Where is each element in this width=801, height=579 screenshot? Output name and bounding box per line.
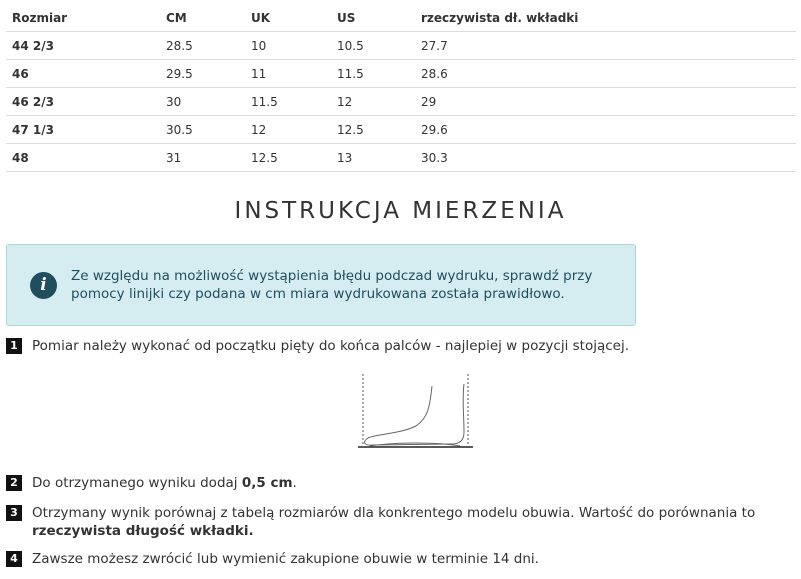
table-row — [6, 116, 796, 144]
page-title: INSTRUKCJA MIERZENIA — [234, 198, 567, 224]
col-header-us: US — [331, 4, 415, 32]
step-text — [32, 550, 772, 568]
cell-cm: 31 — [160, 144, 245, 172]
step-text-part: Zawsze możesz zwrócić lub wymienić zakupione obuwie w terminie 14 dni. — [32, 551, 539, 567]
table-row — [6, 32, 796, 60]
cell-insole: 28.6 — [415, 60, 796, 88]
cell-insole: 29.6 — [415, 116, 796, 144]
col-header-uk: UK — [245, 4, 331, 32]
step-number: 3 — [6, 505, 22, 521]
cell-uk: 10 — [245, 32, 331, 60]
cell-uk: 12.5 — [245, 144, 331, 172]
step-text-part: Do otrzymanego wyniku dodaj — [32, 475, 242, 491]
step-text — [32, 337, 772, 355]
col-header-insole-length: rzeczywista dł. wkładki — [415, 4, 796, 32]
col-header-cm: CM — [160, 4, 245, 32]
step-number: 1 — [6, 338, 22, 354]
table-row — [6, 88, 796, 116]
table-row — [6, 144, 796, 172]
cell-cm: 30 — [160, 88, 245, 116]
cell-insole: 30.3 — [415, 144, 796, 172]
step-text — [32, 474, 772, 492]
cell-size: 46 — [6, 60, 160, 88]
step-text-bold: rzeczywista długość wkładki. — [32, 523, 254, 539]
cell-size: 46 2/3 — [6, 88, 160, 116]
cell-us: 12.5 — [331, 116, 415, 144]
col-header-rozmiar: Rozmiar — [6, 4, 160, 32]
size-table — [6, 4, 796, 172]
print-warning-notice — [6, 244, 636, 326]
cell-us: 10.5 — [331, 32, 415, 60]
notice-text: Ze względu na możliwość wystąpienia błędu podczad wydruku, sprawdź przy pomocy linijki czy podana w cm miara wydrukowana została prawidłowo. — [71, 268, 593, 302]
step-text-part: . — [292, 475, 297, 491]
cell-uk: 12 — [245, 116, 331, 144]
cell-uk: 11.5 — [245, 88, 331, 116]
size-table-header — [6, 4, 796, 32]
cell-size: 47 1/3 — [6, 116, 160, 144]
cell-size: 44 2/3 — [6, 32, 160, 60]
table-row — [6, 60, 796, 88]
step-text-part: Otrzymany wynik porównaj z tabelą rozmiarów dla konkrentego modelu obuwia. Wartość do porównania to — [32, 505, 756, 521]
cell-insole: 29 — [415, 88, 796, 116]
foot-measure-icon — [356, 372, 476, 452]
step-text-bold: 0,5 cm — [241, 475, 293, 491]
cell-us: 13 — [331, 144, 415, 172]
cell-us: 11.5 — [331, 60, 415, 88]
step-text-part: Pomiar należy wykonać od początku pięty do końca palców - najlepiej w pozycji stojącej. — [32, 338, 629, 354]
cell-cm: 30.5 — [160, 116, 245, 144]
info-icon: i — [30, 272, 57, 299]
cell-uk: 11 — [245, 60, 331, 88]
cell-size: 48 — [6, 144, 160, 172]
step-number: 2 — [6, 475, 22, 491]
step-number: 4 — [6, 551, 22, 567]
cell-insole: 27.7 — [415, 32, 796, 60]
step-text — [32, 504, 772, 540]
cell-us: 12 — [331, 88, 415, 116]
cell-cm: 28.5 — [160, 32, 245, 60]
cell-cm: 29.5 — [160, 60, 245, 88]
